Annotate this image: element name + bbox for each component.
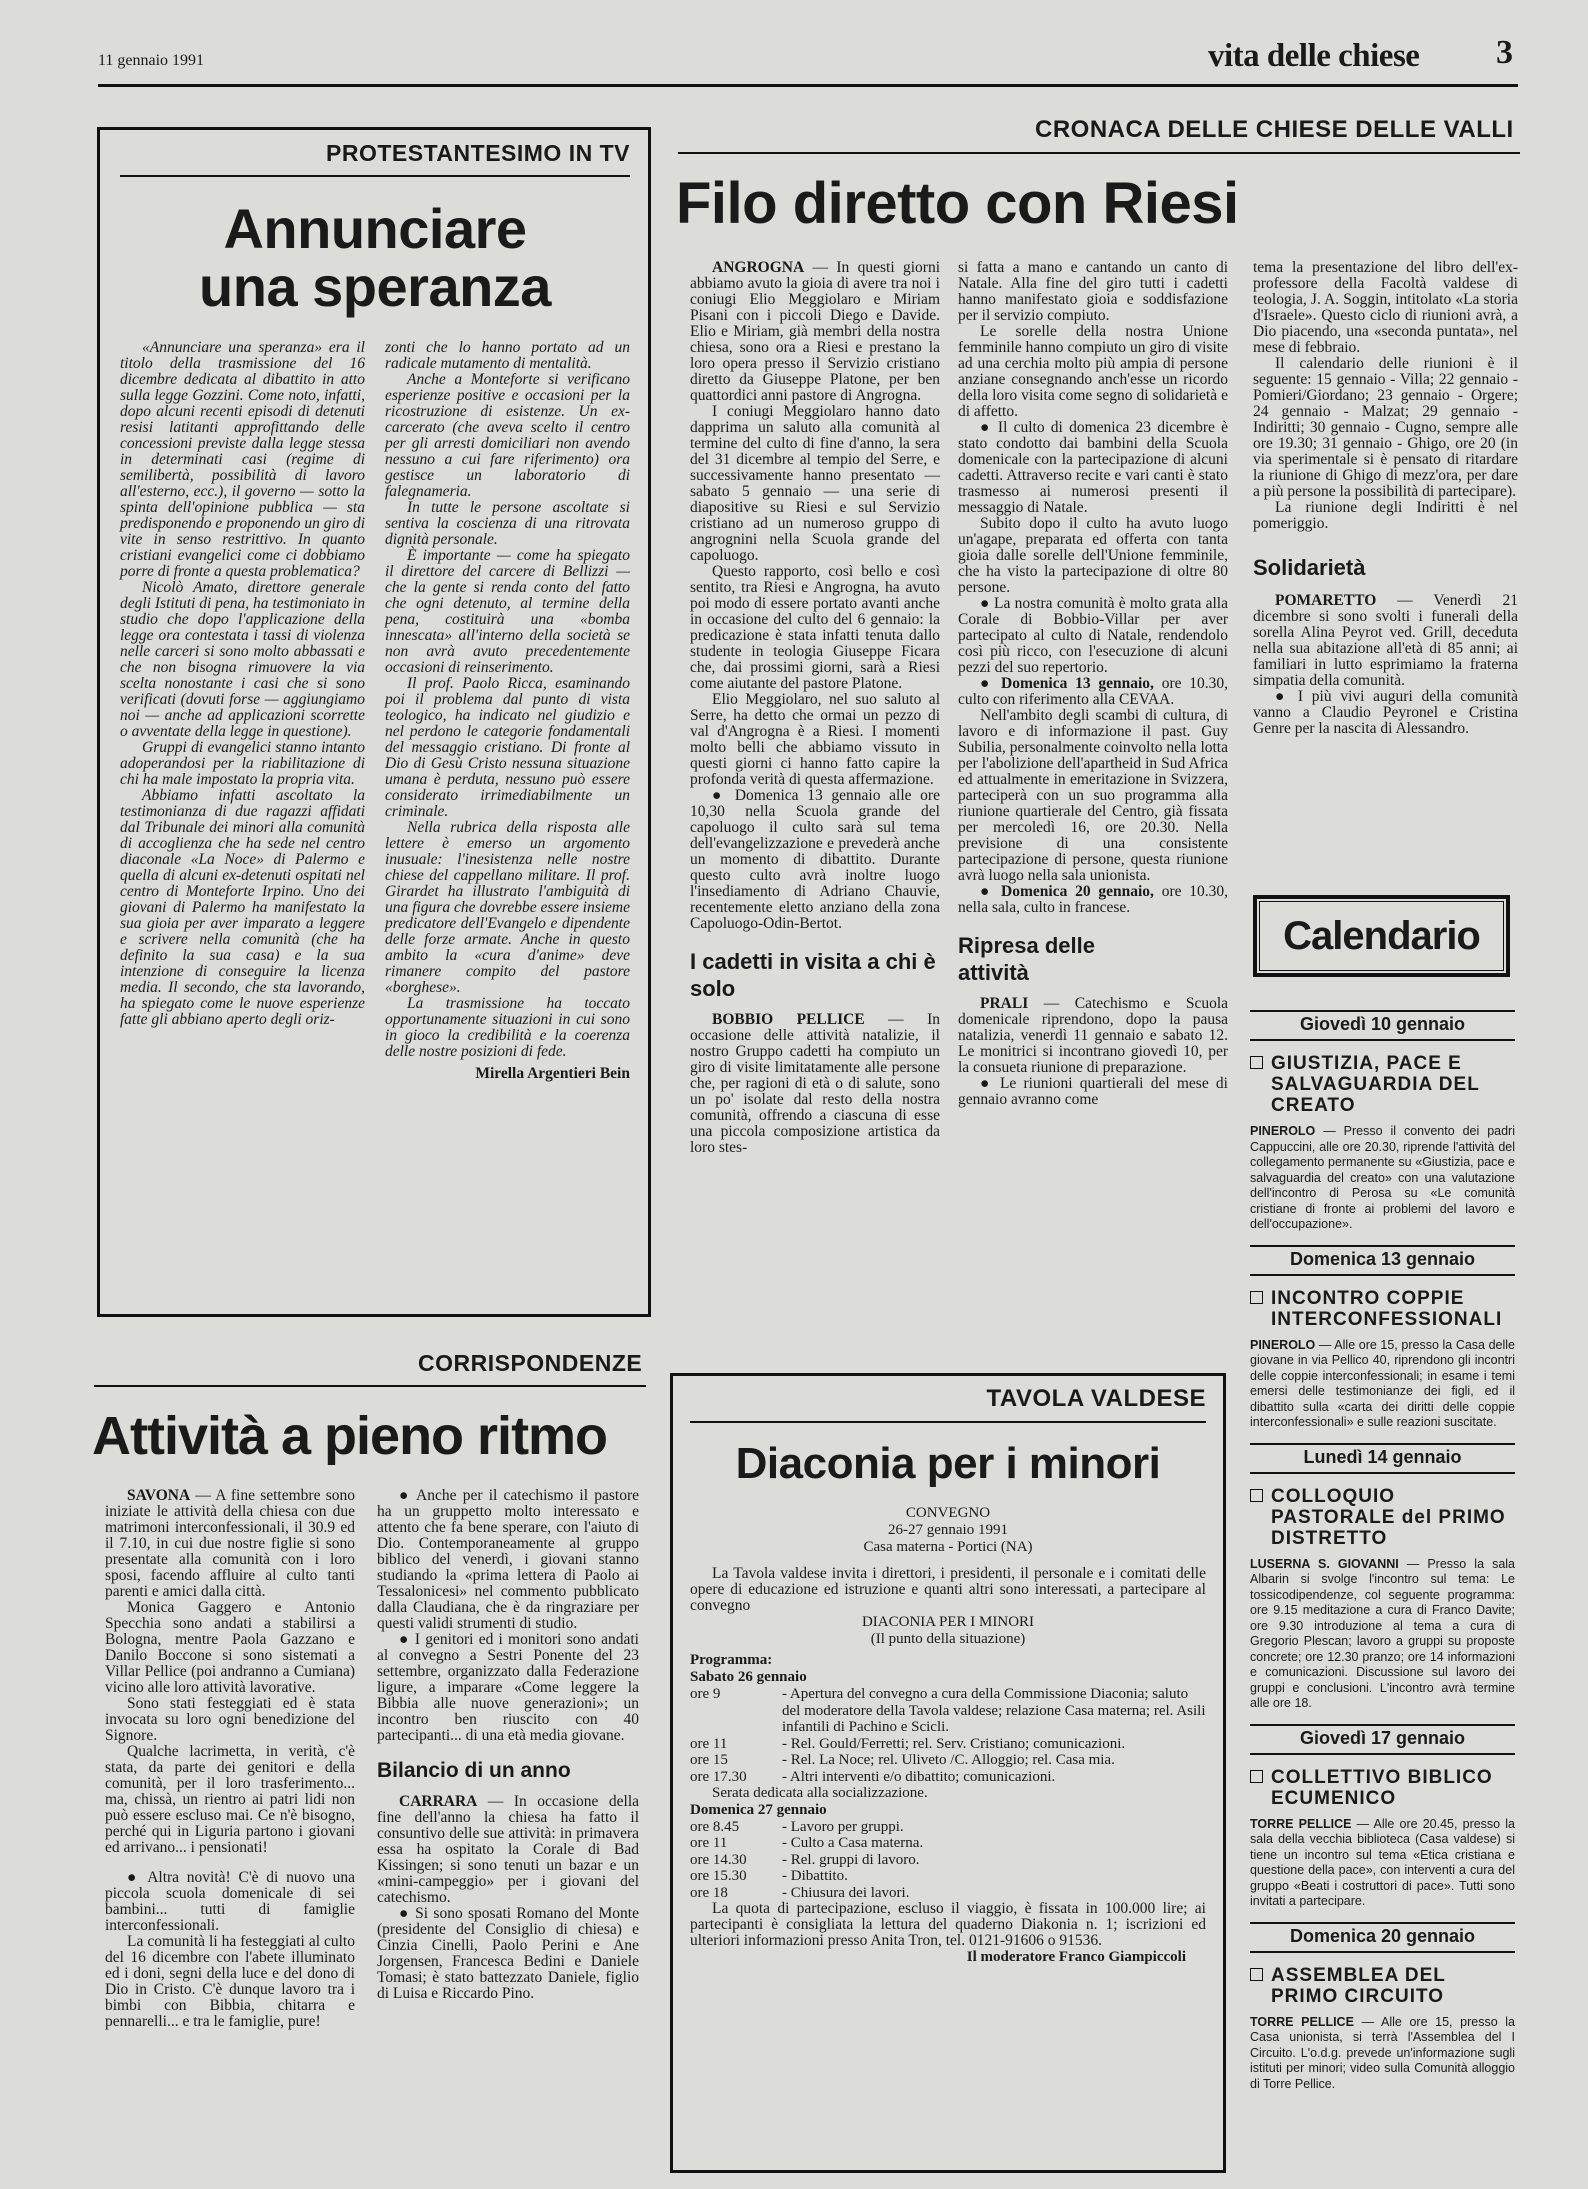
program-row: [690, 1835, 1206, 1852]
tv-paragraph: In tutte le persone ascoltate si sentiva la coscienza di una ritrovata dignità personale.: [385, 499, 630, 548]
corrispondenze-title: Attività a pieno ritmo: [92, 1406, 608, 1466]
tavola-rule: [690, 1421, 1206, 1423]
tv-paragraph: Nicolò Amato, direttore generale degli Istituti di pena, ha testimoniato in studio che dopo l'applicazione della legge ora contestata i tassi di violenza nelle carceri si sono molto abbassati e che non bisogna rimuovere la via scelta nonostante i casi che si sono verificati (dovuti forse — aggiungiamo noi — anche ad applicazioni scorrette o avventate della legge in questione).: [120, 579, 365, 740]
corrispondenze-rule: [94, 1385, 646, 1387]
cronaca-text: Il culto di domenica 23 dicembre è stato condotto dai bambini della Scuola domenicale con la partecipazione di alcuni cadetti. Attraverso recite e vari canti è stato trasmesso ai numerosi presenti il messaggio di Natale.: [958, 419, 1228, 516]
calendar-day: Lunedì 14 gennaio: [1303, 1446, 1462, 1467]
cronaca-column-1: [690, 260, 940, 1156]
bold-date: Domenica 13 gennaio,: [1001, 675, 1154, 692]
place-label: ANGROGNA: [712, 259, 805, 276]
corr-paragraph: ● Si sono sposati Romano del Monte (presidente del Consiglio di chiesa) e Cinzia Cinelli, Paolo Perini e Ane Jorgensen, Francesca Bedini e Daniele Tomasi; è stato battezzato Daniele, figlio di Luisa e Riccardo Pino.: [377, 1905, 639, 2002]
cronaca-paragraph: si fatta a mano e cantando un canto di Natale. Alla fine del giro tutti i cadetti hanno manifestato gioia e soddisfazione per il servizio compiuto.: [958, 259, 1228, 324]
day-rule: [1250, 1010, 1515, 1012]
program-row: [690, 1852, 1206, 1869]
cronaca-subheading: Solidarietà: [1253, 555, 1366, 580]
saturday-program: [690, 1686, 1206, 1785]
day-rule: [1250, 1951, 1515, 1953]
programma-label: Programma:: [690, 1652, 773, 1668]
cronaca-text: Le riunioni quartierali del mese di gennaio avranno come: [958, 1075, 1228, 1108]
corr-paragraph: Qualche lacrimetta, in verità, c'è stata, da parte dei genitori e della comunità, per il loro trasferimento... ma, chissà, un rientro ai patri lidi non può essere escluso mai. Ce n'è bisogno, perché qui in Liguria partono i giovani ed arrivano... i pensionati!: [105, 1743, 355, 1856]
event-title-text: COLLETTIVO BIBLICO ECUMENICO: [1271, 1766, 1493, 1809]
tv-column-2: [385, 340, 630, 1082]
page-number: 3: [1496, 34, 1513, 71]
program-time: ore 8.45: [690, 1818, 740, 1835]
tavola-title: Diaconia per i minori: [735, 1439, 1161, 1488]
calendar-event-title: [1250, 1486, 1515, 1549]
cronaca-rule: [678, 152, 1520, 154]
cronaca-subheading: I cadetti in visita a chi è solo: [690, 949, 936, 1001]
corr-paragraph: Sono stati festeggiati ed è stata invocata su loro ogni benedizione del Signore.: [105, 1695, 355, 1744]
program-time: ore 18: [690, 1884, 728, 1901]
convegno-dates: 26-27 gennaio 1991: [888, 1522, 1008, 1538]
day-rule: [1250, 1039, 1515, 1041]
program-row: [690, 1819, 1206, 1836]
convegno-subtitle: (Il punto della situazione): [870, 1631, 1026, 1647]
day-rule: [1250, 1472, 1515, 1474]
program-time: ore 17.30: [690, 1768, 747, 1785]
bold-date: Domenica 20 gennaio,: [1001, 883, 1154, 900]
checkbox-icon: [1250, 1056, 1263, 1069]
tv-kicker-rule: [120, 175, 630, 177]
tv-paragraph: Il prof. Paolo Ricca, esaminando poi il problema dal punto di vista teologico, ha indicato nel giudizio e nel perdono le categorie fondamentali del messaggio cristiano. Di fronte al Dio di Gesù Cristo nessuna situazione umana è perduta, nessuno può essere considerato irrimediabilmente un criminale.: [385, 675, 630, 820]
cronaca-paragraph: ● Domenica 13 gennaio alle ore 10,30 nella Scuola grande del capoluogo il culto sarà sul tema dell'evangelizzazione e prevederà anche un momento di dibattito. Durante questo culto avrà inoltre luogo l'insediamento di Adriano Chauvie, recentemente eletto anziano della zona Capoluogo-Odin-Bertot.: [690, 787, 940, 932]
program-description: - Rel. La Noce; rel. Uliveto /C. Alloggio; rel. Casa mia.: [782, 1752, 1115, 1768]
corr-paragraph: ● I genitori ed i monitori sono andati al convegno a Sestri Ponente del 23 settembre, organizzato dalla Federazione ligure, a imparare «Come leggere la Bibbia alle nuove generazioni»; un incontro ben riuscito con 40 partecipanti... di una età media giovane.: [377, 1631, 639, 1744]
program-time: ore 15: [690, 1752, 728, 1768]
cronaca-paragraph: Subito dopo il culto ha avuto luogo un'agape, preparata ed offerta con tanta gioia dalle sorelle dell'Unione femminile, che ha visto la partecipazione di oltre 80 persone.: [958, 515, 1228, 596]
corr-text: — A fine settembre sono iniziate le attività della chiesa con due matrimoni interconfessionali, il 30.9 ed il 7.10, in cui due nostre figlie si sono presentate alla comunità con i loro sposi, facendo affluire al culto tanti parenti e amici dalla città.: [105, 1487, 355, 1600]
tv-paragraph: Nella rubrica della risposta alle lettere è emerso un argomento inusuale: l'inesistenza nelle nostre chiese del cappellano militare. Il prof. Girardet ha illustrato l'ambiguità di una figura che dovrebbe essere insieme predicatore dell'Evangelo e dipendente delle forze armate. Anche in questo ambito la «cura d'anime» deve rimanere compito del pastore «borghese».: [385, 819, 630, 996]
cronaca-text: ore 10.30, nella sala, culto in francese.: [958, 883, 1229, 916]
tv-paragraph: Abbiamo infatti ascoltato la testimonianza di due ragazzi affidati dal Tribunale dei minori alla comunità di accoglienza che ha sede nel centro diaconale «La Noce» di Palermo e quella di alcuni ex-detenuti ospitati nel centro di Monteforte Irpino. Uno dei giovani di Palermo ha manifestato la sua gioia per aver imparato a leggere e scrivere nella comunità (che ha definito la sua casa) e la sua intenzione di conseguire la licenza media. Il secondo, che sta lavorando, ha spiegato come le nuove esperienze fatte gli abbiano aperto degli oriz-: [120, 787, 365, 1028]
cronaca-text: — Catechismo e Scuola domenicale riprendono, dopo la pausa natalizia, venerdì 11 gennaio e sabato 12. Le monitrici si incontrano giovedì 10, per la consueta riunione di preparazione.: [958, 995, 1229, 1076]
issue-date: 11 gennaio 1991: [98, 52, 205, 69]
calendar-event-title: [1250, 1053, 1515, 1116]
program-description: - Dibattito.: [782, 1868, 848, 1884]
place-label: BOBBIO PELLICE: [712, 1011, 865, 1028]
event-title-text: ASSEMBLEA DEL PRIMO CIRCUITO: [1271, 1964, 1446, 2007]
cronaca-paragraph: La riunione degli Indiritti è nel pomeriggio.: [1253, 499, 1518, 532]
event-text: — Presso il convento dei padri Cappuccini, alle ore 20.30, riprende l'attività del collegamento permanente su «Giustizia, pace e salvaguardia del creato» con una valutazione dell'incontro di Perosa su «Le comunità cristiane di fronte ai problemi del lavoro e dell'occupazione».: [1250, 1124, 1515, 1231]
calendario: [1250, 1010, 1515, 2092]
cronaca-subheading: Ripresa delle attività: [958, 933, 1095, 985]
corrispondenze-kicker: CORRISPONDENZE: [418, 1350, 643, 1376]
place-label: POMARETTO: [1275, 592, 1377, 609]
corr-column-1: [105, 1488, 355, 2030]
cronaca-paragraph: ● Domenica 13 gennaio, ore 10.30, culto con riferimento alla CEVAA.: [958, 675, 1229, 708]
cronaca-paragraph: [958, 996, 1228, 1076]
convegno-name: DIACONIA PER I MINORI: [861, 1614, 1035, 1630]
event-title-text: GIUSTIZIA, PACE E SALVAGUARDIA DEL CREATO: [1271, 1053, 1480, 1116]
tv-title-line2: una speranza: [199, 255, 551, 318]
calendar-day: Domenica 20 gennaio: [1289, 1925, 1476, 1946]
event-place: LUSERNA S. GIOVANNI: [1250, 1556, 1399, 1571]
program-description: - Lavoro per gruppi.: [782, 1818, 904, 1835]
corr-paragraph: [377, 1794, 639, 1906]
cronaca-kicker: CRONACA DELLE CHIESE DELLE VALLI: [1035, 116, 1514, 143]
calendar-day: Giovedì 10 gennaio: [1299, 1014, 1466, 1034]
calendar-event-title: [1250, 1288, 1515, 1330]
checkbox-icon: [1250, 1770, 1263, 1783]
cronaca-text: I più vivi auguri della comunità vanno a Claudio Peyronel e Cristina Genre per la nascita di Alessandro.: [1253, 688, 1518, 737]
cronaca-paragraph: ● I più vivi auguri della comunità vanno a Claudio Peyronel e Cristina Genre per la nascita di Alessandro.: [1253, 688, 1518, 737]
cronaca-text: Domenica 13 gennaio alle ore 10,30 nella Scuola grande del capoluogo il culto sarà sul tema dell'evangelizzazione e prevederà anche un momento di dibattito. Durante questo culto avrà inoltre luogo l'insediamento di Adriano Chauvie, recentemente eletto anziano della zona Capoluogo-Odin-Bertot.: [690, 787, 940, 932]
program-description: - Rel. gruppi di lavoro.: [782, 1851, 920, 1868]
cronaca-paragraph: Nell'ambito degli scambi di cultura, di lavoro e di informazione il past. Guy Subilia, personalmente coinvolto nella lotta per l'abolizione dell'apartheid in Sud Africa ed attualmente in emeritazione in Svizzera, parteciperà con un suo programma alla riunione quartierale del Centro, già fissata per mercoledì 16, ore 20.30. Nella previsione di una consistente partecipazione di persone, questa riunione avrà luogo nella sala unionista.: [958, 707, 1228, 884]
event-text: — Alle ore 15, presso la Casa delle giovane in via Pellico 40, riprendono gli incontri delle coppie interconfessionali; in esame i temi emersi delle testimonianze dei figli, ed il dibattito sulla «carta dei diritti delle coppie interconfessionali» e sulle reazioni suscitate.: [1250, 1337, 1515, 1429]
program-row: [690, 1868, 1206, 1885]
event-text: — Presso la sala Albarin si svolge l'incontro sul tema: Le tossicodipendenze, col seguente programma: ore 9.15 meditazione a cura di Franco Davite; ore 9.30 introduzione al tema a cura di Gregorio Plescan; lavoro a gruppi su proposte concrete; ore 12.30 pranzo; ore 14 informazioni e comunicazioni. Discussione sul lavoro dei gruppi e conclusioni. L'incontro avrà termine alle ore 18.: [1250, 1556, 1515, 1710]
calendar-event-body: [1250, 2015, 1515, 2093]
calendar-event-body: [1250, 1338, 1515, 1431]
tv-article: [120, 140, 630, 1310]
sunday-program: [690, 1819, 1206, 1902]
program-description: - Altri interventi e/o dibattito; comunicazioni.: [782, 1768, 1056, 1785]
newspaper-name: vita delle chiese: [1208, 38, 1420, 74]
tv-paragraph: La trasmissione ha toccato opportunamente situazioni in cui sono in gioco la credibilità e la coerenza delle nostre posizioni di fede.: [385, 995, 630, 1060]
cronaca-paragraph: tema la presentazione del libro dell'ex-professore della Facoltà valdese di teologia, J. A. Soggin, intitolato «La storia d'Israele». Questo ciclo di riunioni avrà, a Dio piacendo, una «seconda puntata», nel mese di febbraio.: [1253, 259, 1518, 356]
corr-subheading: Bilancio di un anno: [377, 1759, 571, 1782]
corr-text: Si sono sposati Romano del Monte (presidente del Consiglio di chiesa) e Cinzia Cinelli, Paolo Perini e Ane Jorgensen, Francesca Bedini e Daniele Tomasi; è stato battezzato Daniele, figlio di Luisa e Riccardo Pino.: [377, 1905, 639, 2002]
program-time: ore 14.30: [690, 1851, 747, 1868]
day-rule: [1250, 1922, 1515, 1924]
day-rule: [1250, 1443, 1515, 1445]
cronaca-text: — In occasione delle attività natalizie, il nostro Gruppo cadetti ha compiuto un giro di visite limitatamente alle persone che, per ragioni di età o di salute, sono un po' isolate dal resto della nostra comunità, offrendo a ciascuna di esse una piccola composizione artistica da loro stes-: [690, 1011, 940, 1156]
cronaca-paragraph: ● Domenica 20 gennaio, ore 10.30, nella sala, culto in francese.: [958, 883, 1229, 916]
masthead-rule: [98, 84, 1518, 87]
event-place: TORRE PELLICE: [1250, 2014, 1354, 2029]
program-description: - Rel. Gould/Ferretti; rel. Serv. Cristiano; comunicazioni.: [782, 1735, 1126, 1752]
tv-title-line1: Annunciare: [223, 197, 527, 260]
convegno-intro: La Tavola valdese invita i direttori, i presidenti, il personale e i comitati delle opere di educazione ed istruzione e quanti altri sono interessati, a partecipare al convegno: [690, 1565, 1206, 1614]
tv-kicker: PROTESTANTESIMO IN TV: [326, 140, 630, 166]
tv-paragraph: Anche a Monteforte si verificano esperienze positive e occasioni per la ricostruzione di esistenze. Un ex-carcerato (che aveva scelto il centro per gli arresti domiciliari non avendo nessuno a cui fare riferimento) ora gestisce un laboratorio di falegnameria.: [385, 371, 630, 500]
program-time: ore 9: [690, 1686, 721, 1702]
day-rule: [1250, 1724, 1515, 1726]
corr-text: I genitori ed i monitori sono andati al convegno a Sestri Ponente del 23 settembre, organizzato dalla Federazione ligure, a imparare «Come leggere la Bibbia alle nuove generazioni»; un incontro ben riuscito con 40 partecipanti... di una età media giovane.: [377, 1631, 639, 1744]
corr-paragraph: Monica Gaggero e Antonio Specchia sono andati a stabilirsi a Bologna, mentre Paola Gazzano e Danilo Boccone si sono sistemati a Villar Pellice (poi andranno a Cumiana) vicino alle loro attività lavorative.: [105, 1599, 355, 1696]
calendar-event-body: [1250, 1817, 1515, 1910]
serata-text: Serata dedicata alla socializzazione.: [712, 1785, 928, 1801]
cronaca-paragraph: [690, 1012, 940, 1156]
calendario-title: Calendario: [1283, 913, 1480, 958]
program-time: ore 15.30: [690, 1868, 747, 1884]
checkbox-icon: [1250, 1489, 1263, 1502]
checkbox-icon: [1250, 1291, 1263, 1304]
tavola: [690, 1385, 1206, 1966]
place-label: SAVONA: [127, 1487, 191, 1504]
place-label: CARRARA: [399, 1793, 478, 1810]
cronaca-paragraph: Questo rapporto, così bello e così sentito, tra Riesi e Angrogna, ha avuto poi modo di essere portato avanti anche in occasione del culto del 6 gennaio: la predicazione è stata infatti tenuta dallo studente in teologia Giuseppe Ficara che, dai prossimi giorni, sarà a Riesi come aiutante del pastore Platone.: [690, 563, 940, 692]
tv-paragraph: Gruppi di evangelici stanno intanto adoperandosi per la riabilitazione di chi ha male impostato la propria vita.: [120, 739, 365, 788]
corr-paragraph: ● Altra novità! C'è di nuovo una piccola scuola domenicale di sei bambini... tutti di famiglie interconfessionali.: [105, 1869, 355, 1934]
cronaca-column-2: [958, 260, 1228, 1108]
calendario-title-inner: [1259, 901, 1504, 971]
tv-paragraph: È importante — come ha spiegato il direttore del carcere di Bellizzi — che la gente si renda conto del fatto che ogni detenuto, al termine della pena, costituirà una «bomba innescata» all'interno della società se non avrà avuto precedentemente occasioni di reinserimento.: [385, 547, 630, 676]
calendar-day: Giovedì 17 gennaio: [1299, 1727, 1466, 1748]
program-time: ore 11: [690, 1735, 728, 1752]
event-place: PINEROLO: [1250, 1337, 1316, 1352]
cronaca-text: — Venerdì 21 dicembre si sono svolti i funerali della sorella Alina Peyrot ved. Grill, deceduta nella sua abitazione all'età di 85 anni; ai familiari in lutto esprimiamo la fraterna simpatia della comunità.: [1253, 592, 1518, 689]
calendar-event-title: [1250, 1767, 1515, 1809]
quota-text: La quota di partecipazione, escluso il viaggio, è fissata in 100.000 lire; ai partecipanti è consigliata la lettura del quaderno Diakonia n. 1; iscrizioni ed ulteriori informazioni presso Anita Tron, tel. 0121-91606 o 91536.: [690, 1900, 1206, 1949]
corr-text: Anche per il catechismo il pastore ha un gruppetto molto interessato e attento che fa bene sperare, con l'aiuto di Dio. Contemporaneamente al gruppo biblico del venerdì, i giovani stanno studiando la «prima lettera di Paolo ai Tessalonicesi» nel commento pubblicato dalla Claudiana, che è da ringraziare per questi validi strumenti di studio.: [377, 1487, 640, 1632]
tv-column-1: [120, 340, 365, 1028]
tv-paragraph: zonti che lo hanno portato ad un radicale mutamento di mentalità.: [385, 339, 630, 372]
calendar-event-title: [1250, 1965, 1515, 2007]
program-row: [690, 1885, 1206, 1902]
corr-paragraph: ● Anche per il catechismo il pastore ha un gruppetto molto interessato e attento che fa bene sperare, con l'aiuto di Dio. Contemporaneamente al gruppo biblico del venerdì, i giovani stanno studiando la «prima lettera di Paolo ai Tessalonicesi» nel commento pubblicato dalla Claudiana, che è da ringraziare per questi validi strumenti di studio.: [377, 1487, 640, 1632]
cronaca-paragraph: Il calendario delle riunioni è il seguente: 15 gennaio - Villa; 22 gennaio - Pomieri/Giordano; 23 gennaio - Orgere; 24 gennaio - Malzat; 29 gennaio - Indiritti; 30 gennaio - Cugno, sempre alle ore 19.30; 31 gennaio - Ghigo, ore 20 (in via sperimentale si è pensato di ritardare la riunione di Ghigo di mezz'ora, per dare a più persone la possibilità di partecipare).: [1253, 355, 1518, 500]
cronaca-title: Filo diretto con Riesi: [676, 171, 1239, 236]
event-text: — Alle ore 20.45, presso la sala della vecchia biblioteca (Casa valdese) si tiene un incontro sul tema «Etica cristiana e questione della pace», con interventi a cura del gruppo «Beati i costruttori di pace». Tutti sono invitati a partecipare.: [1250, 1816, 1515, 1908]
calendario-title-box: [1253, 895, 1510, 977]
day-rule: [1250, 1274, 1515, 1276]
corr-paragraph: [105, 1488, 355, 1600]
corr-paragraph: La comunità li ha festeggiati al culto del 16 dicembre con l'abete illuminato ed i doni, segni della luce e del dono di Dio in Cristo. C'è dunque lavoro tra i bimbi con Bibbia, chitarra e pennarelli... e tra le famiglie, pure!: [105, 1933, 355, 2030]
calendar-event-body: [1250, 1557, 1515, 1712]
masthead: [98, 34, 1518, 86]
program-row: [690, 1752, 1206, 1769]
tv-title: [120, 197, 630, 318]
corr-text: Altra novità! C'è di nuovo una piccola scuola domenicale di sei bambini... tutti di famiglie interconfessionali.: [105, 1869, 355, 1934]
cronaca-paragraph: Le sorelle della nostra Unione femminile hanno compiuto un giro di visite ad una cerchia molto più ampia di persone anziane consegnando anch'esse un ricordo della loro visita come segno di solidarietà e di affetto.: [958, 323, 1228, 420]
cronaca-paragraph: ● La nostra comunità è molto grata alla Corale di Bobbio-Villar per aver partecipato al culto di Natale, rendendolo così più ricco, con l'esecuzione di alcuni pezzi del suo repertorio.: [958, 595, 1228, 676]
convegno-place: Casa materna - Portici (NA): [863, 1539, 1033, 1555]
program-row: [690, 1736, 1206, 1753]
corr-text: — In occasione della fine dell'anno la chiesa ha fatto il consuntivo delle sue attività: in primavera essa ha ospitato la Corale di Bad Kissingen; si sono tenuti un bazar e un «mini-campeggio» per i giovani del catechismo.: [377, 1793, 639, 1906]
day-rule: [1250, 1245, 1515, 1247]
event-title-text: COLLOQUIO PASTORALE del PRIMO DISTRETTO: [1271, 1485, 1506, 1549]
tv-author: Mirella Argentieri Bein: [475, 1065, 630, 1082]
cronaca-paragraph: Elio Meggiolaro, nel suo saluto al Serre, ha detto che ormai un pezzo di val d'Angrogna è a Riesi. I momenti molto belli che abbiamo vissuto in questi giorni ci hanno fatto capire la profonda verità di questa affermazione.: [690, 691, 940, 788]
event-title-text: INCONTRO COPPIE INTERCONFESSIONALI: [1271, 1287, 1503, 1330]
cronaca-text: ore 10.30, culto con riferimento alla CEVAA.: [958, 675, 1229, 708]
moderator-signature: Il moderatore Franco Giampiccoli: [966, 1949, 1186, 1965]
event-place: PINEROLO: [1250, 1124, 1316, 1138]
program-description: - Apertura del convegno a cura della Commissione Diaconia; saluto del moderatore della Tavola valdese; relazione Casa materna; rel. Asili infantili di Pachino e Scicli.: [782, 1686, 1206, 1735]
tv-paragraph: «Annunciare una speranza» era il titolo della trasmissione del 16 dicembre dedicata al dibattito in atto sulla legge Gozzini. Come noto, infatti, dopo alcuni recenti episodi di detenuti resisi latitanti approfittando delle concessioni previste dalla legge stessa in determinati casi (regime di semilibertà, possibilità di lavoro all'esterno, ecc.), il governo — sotto la spinta dell'opinione pubblica — sta predisponendo e proponendo un giro di vite in senso restrittivo. In quanto cristiani evangelici come ci dobbiamo porre di fronte a questa problematica?: [120, 339, 365, 580]
cronaca-text: La nostra comunità è molto grata alla Corale di Bobbio-Villar per aver partecipato al culto di Natale, rendendolo così più ricco, con l'esecuzione di alcuni pezzi del suo repertorio.: [958, 595, 1228, 676]
sunday-label: Domenica 27 gennaio: [690, 1801, 827, 1818]
program-time: ore 11: [690, 1835, 728, 1851]
event-text: — Alle ore 15, presso la Casa unionista, si terrà l'Assemblea del I Circuito. L'o.d.g. prevede un'informazione sugli istituti per minori; video sulla Comunità alloggio di Torre Pellice.: [1250, 2014, 1515, 2091]
day-rule: [1250, 1753, 1515, 1755]
checkbox-icon: [1250, 1968, 1263, 1981]
program-description: - Chiusura dei lavori.: [782, 1884, 910, 1901]
cronaca-text: — In questi giorni abbiamo avuto la gioia di avere tra noi i coniugi Elio Meggiolaro e Miriam Pisani con i piccoli Diego e Davide. Elio e Miriam, già membri della nostra chiesa, sono ora a Riesi e prestano la loro opera presso il Servizio cristiano diretto da Giuseppe Platone, per ben quattordici anni pastore di Angrogna.: [690, 259, 941, 404]
saturday-label: Sabato 26 gennaio: [690, 1669, 807, 1685]
cronaca-column-3: [1253, 260, 1518, 737]
cronaca-paragraph: ● Il culto di domenica 23 dicembre è stato condotto dai bambini della Scuola domenicale con la partecipazione di alcuni cadetti. Attraverso recite e vari canti è stato trasmesso ai numerosi presenti il messaggio di Natale.: [958, 419, 1228, 516]
event-place: TORRE PELLICE: [1250, 1816, 1352, 1831]
cronaca-paragraph: ● Le riunioni quartierali del mese di gennaio avranno come: [958, 1075, 1228, 1108]
program-row: [690, 1769, 1206, 1786]
place-label: PRALI: [980, 995, 1029, 1012]
cronaca-paragraph: I coniugi Meggiolaro hanno dato dapprima un saluto alla comunità al termine del culto di fine d'anno, la sera del 31 dicembre al tempio del Serre, e successivamente hanno presentato — sabato 5 gennaio — una serie di diapositive su Riesi e sul Servizio cristiano ad un numeroso gruppo di angrognini nella Scuola grande del capoluogo.: [690, 403, 940, 564]
program-description: - Culto a Casa materna.: [782, 1835, 924, 1851]
program-row: [690, 1686, 1206, 1736]
calendar-day: Domenica 13 gennaio: [1289, 1248, 1476, 1269]
corr-column-2: [377, 1488, 639, 2002]
calendar-event-body: [1250, 1124, 1515, 1233]
convegno-label: CONVEGNO: [905, 1505, 991, 1521]
cronaca-paragraph: [690, 260, 940, 404]
tavola-kicker: TAVOLA VALDESE: [986, 1385, 1206, 1412]
cronaca-paragraph: [1253, 593, 1518, 689]
